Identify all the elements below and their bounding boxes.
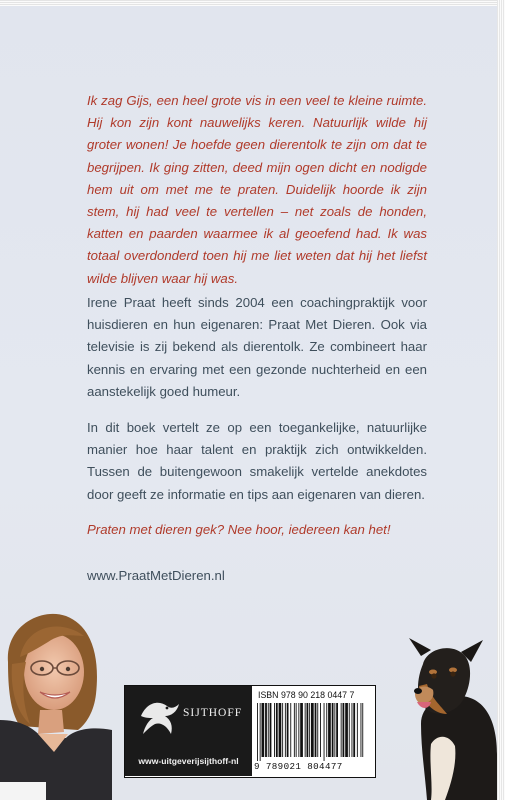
barcode-bar (298, 703, 299, 757)
barcode-bar (320, 703, 321, 757)
barcode-bar (343, 703, 345, 757)
barcode-bar (345, 703, 348, 757)
barcode-bar (305, 703, 306, 757)
barcode-bar (324, 703, 325, 761)
barcode-bar (290, 703, 291, 757)
barcode-bar (276, 703, 278, 757)
barcode-bar (326, 703, 327, 757)
barcode-bar (287, 703, 289, 757)
barcode-bar (307, 703, 309, 757)
publisher-logo-icon (137, 694, 181, 738)
barcode-bar (279, 703, 282, 757)
barcode-bar (274, 703, 275, 757)
barcode-bar (317, 703, 318, 757)
barcode-bar (257, 703, 258, 761)
barcode-bar (349, 703, 350, 757)
tagline: Praten met dieren gek? Nee hoor, iedereen kan het! (87, 522, 391, 537)
barcode-bar (282, 703, 283, 757)
publisher-name: SIJTHOFF (183, 707, 243, 719)
author-photo (0, 602, 112, 800)
website-link[interactable]: www.PraatMetDieren.nl (87, 568, 225, 583)
barcode-bar (357, 703, 358, 757)
barcode-bar (260, 703, 261, 761)
barcode-bar (361, 703, 362, 757)
back-cover (0, 6, 497, 800)
barcode-bar (294, 703, 295, 757)
barcode-digits: 9 789021 804477 (254, 761, 343, 772)
dog-photo (401, 634, 497, 800)
barcode-bar (296, 703, 297, 757)
barcode-bar (300, 703, 303, 757)
barcode-bar (334, 703, 335, 757)
publisher-url: www-uitgeverijsijthoff-nl (125, 746, 252, 776)
barcode-panel (124, 685, 376, 778)
barcode-bar (336, 703, 338, 757)
barcode-bar (285, 703, 286, 757)
barcode-bar (352, 703, 353, 757)
cover-quote: Ik zag Gijs, een heel grote vis in een veel te kleine ruimte. Hij kon zijn kont nauwelijks keren. Natuurlijk wilde hij groter wonen! Je hoefde geen dierentolk te zijn om dat te begrijpen. Ik ging zitten, deed mijn ogen dicht en nodigde hem uit om met me te praten. Duidelijk hoorde ik zijn stem, hij had veel te vertellen – net zoals de honden, katten en paarden waarmee ik al geoefend had. Ik was totaal overdonderd toen hij me liet weten dat hij het liefst wilde blijven waar hij was. (87, 93, 427, 286)
barcode-bar (265, 703, 267, 757)
book-description: In dit boek vertelt ze op een toegankelijke, natuurlijke manier hoe haar talent en praktijk zich ontwikkelden. Tussen de buitengewoon smakelijk vertelde anekdotes door geeft ze informatie en tips aan eigenaren van dieren. (87, 420, 427, 502)
barcode (255, 703, 367, 761)
barcode-bar (262, 703, 265, 757)
barcode-bar (332, 703, 334, 757)
barcode-bar (362, 703, 363, 757)
author-bio: Irene Praat heeft sinds 2004 een coachingpraktijk voor huisdieren en hun eigenaren: Praat Met Dieren. Ook via televisie is zij bekend als dierentolk. Ze combineert haar kennis en ervaring met een gezonde nuchterheid en een aanstekelijk goed humeur. (87, 295, 427, 399)
barcode-bar (270, 703, 272, 757)
barcode-bar (341, 703, 342, 757)
barcode-bar (268, 703, 269, 757)
isbn-label: ISBN 978 90 218 0447 7 (258, 690, 355, 700)
barcode-bar (315, 703, 317, 757)
barcode-bar (311, 703, 314, 757)
publisher-block (125, 686, 252, 746)
barcode-bar (328, 703, 331, 757)
barcode-bar (309, 703, 310, 757)
barcode-bar (353, 703, 355, 757)
